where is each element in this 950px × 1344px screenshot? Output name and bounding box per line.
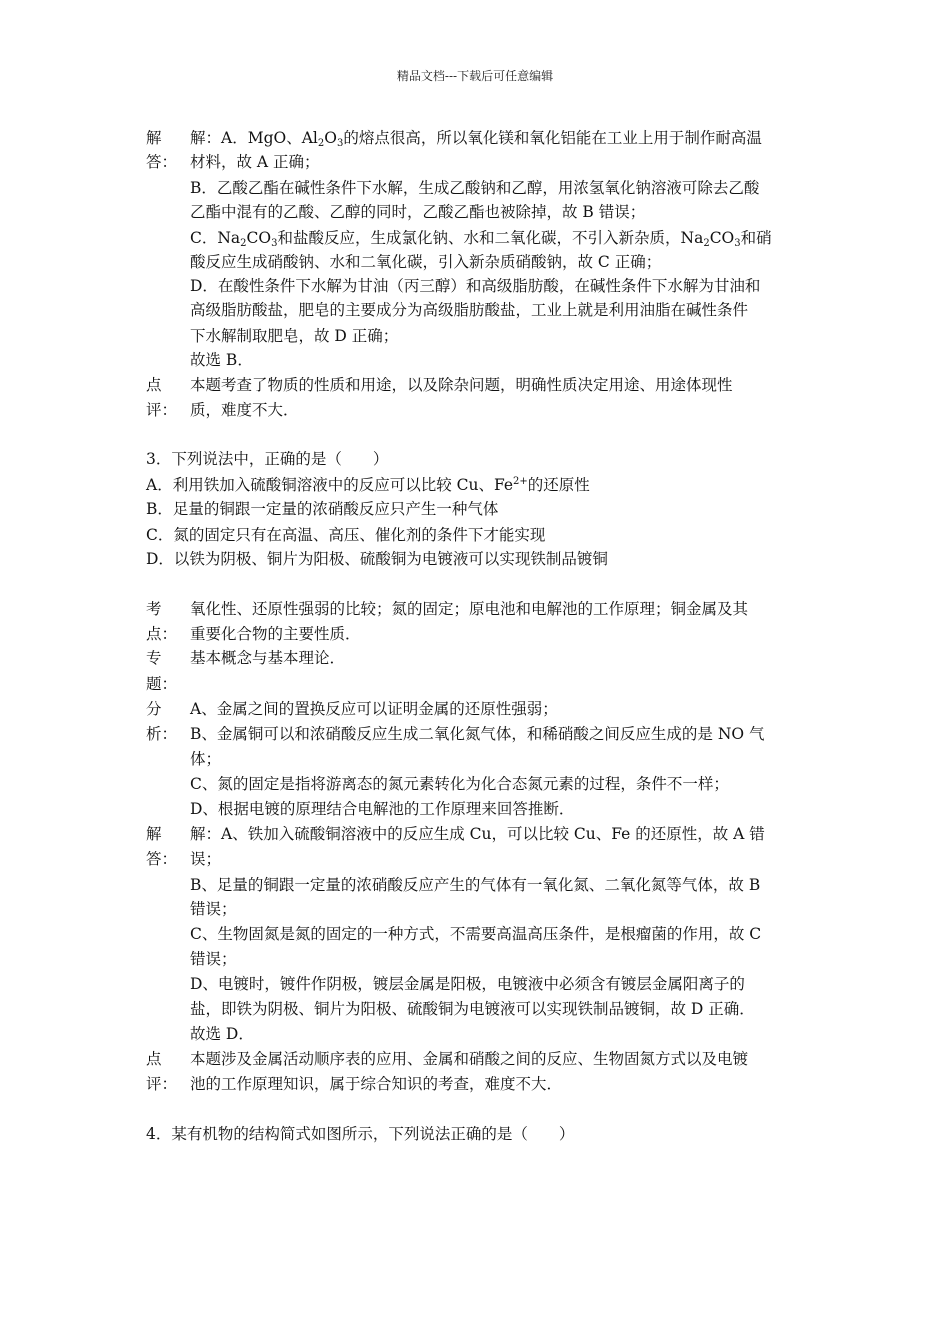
q2-solution-a-line-1: 解：A．MgO、$Al_2O_3$的熔点很高，所以氧化镁和氧化铝能在工业上用于制作耐高温 (190, 129, 762, 149)
q2-solution-d-line-1: D．在酸性条件下水解为甘油（丙三醇）和高级脂肪酸，在碱性条件下水解为甘油和 (190, 277, 761, 295)
q2-solution-c-line-2: 酸反应生成硝酸钠、水和二氧化碳，引入新杂质硝酸钠，故 C 正确； (190, 253, 662, 271)
q3-analysis-c: C、氮的固定是指将游离态的氮元素转化为化合态氮元素的过程，条件不一样； (190, 775, 729, 793)
q4-stem: 4．某有机物的结构简式如图所示，下列说法正确的是（ ） (146, 1125, 575, 1143)
q3-solution-d-line-2: 盐，即铁为阴极、铜片为阳极、硫酸铜为电镀液可以实现铁制品镀铜，故 D 正确． (190, 1000, 755, 1018)
q3-topic-label-2: 点： (146, 625, 178, 643)
q3-solution-label-2: 答： (146, 850, 178, 868)
q3-comment-label-1: 点 (146, 1050, 162, 1068)
q3-option-d: D．以铁为阴极、铜片为阳极、硫酸铜为电镀液可以实现铁制品镀铜 (146, 550, 608, 568)
q3-analysis-b-line-1: B、金属铜可以和浓硝酸反应生成二氧化氮气体，和稀硝酸之间反应生成的是 NO 气 (190, 725, 765, 743)
q2-solution-label-2: 答： (146, 153, 178, 171)
q3-analysis-a: A、金属之间的置换反应可以证明金属的还原性强弱； (190, 700, 558, 718)
q2-solution-label-1: 解 (146, 129, 162, 147)
q2-solution-c-line-1: C．$Na_2CO_3$和盐酸反应，生成氯化钠、水和二氧化碳，不引入新杂质，$Na_2CO_3$和硝 (190, 229, 772, 249)
q3-solution-choice: 故选 D． (190, 1025, 254, 1043)
q3-option-b: B．足量的铜跟一定量的浓硝酸反应只产生一种气体 (146, 500, 499, 518)
q3-analysis-label-1: 分 (146, 700, 162, 718)
q3-subject-line-1: 基本概念与基本理论． (190, 649, 346, 667)
q3-solution-b-line-1: B、足量的铜跟一定量的浓硝酸反应产生的气体有一氧化氮、二氧化氮等气体，故 B (190, 876, 761, 894)
q3-comment-label-2: 评： (146, 1075, 178, 1093)
q3-stem: 3．下列说法中，正确的是（ ） (146, 450, 389, 468)
q3-comment-line-2: 池的工作原理知识，属于综合知识的考查，难度不大． (190, 1075, 563, 1093)
q3-option-c: C．氮的固定只有在高温、高压、催化剂的条件下才能实现 (146, 526, 546, 544)
q2-comment-line-1: 本题考查了物质的性质和用途，以及除杂问题，明确性质决定用途、用途体现性 (190, 376, 733, 394)
q3-topic-line-1: 氧化性、还原性强弱的比较；氮的固定；原电池和电解池的工作原理；铜金属及其 (190, 600, 749, 618)
q2-solution-d-line-2: 高级脂肪酸盐，肥皂的主要成分为高级脂肪酸盐，工业上就是利用油脂在碱性条件 (190, 301, 749, 319)
q3-subject-label-2: 题： (146, 675, 178, 693)
q3-solution-c-line-1: C、生物固氮是氮的固定的一种方式，不需要高温高压条件，是根瘤菌的作用，故 C (190, 925, 762, 943)
q3-topic-line-2: 重要化合物的主要性质． (190, 625, 361, 643)
q2-comment-label-1: 点 (146, 376, 162, 394)
q2-solution-d-line-3: 下水解制取肥皂，故 D 正确； (190, 327, 399, 345)
q3-comment-line-1: 本题涉及金属活动顺序表的应用、金属和硝酸之间的反应、生物固氮方式以及电镀 (190, 1050, 749, 1068)
q3-subject-label-1: 专 (146, 649, 162, 667)
q3-analysis-b-line-2: 体； (190, 750, 222, 768)
q3-option-a: A．利用铁加入硫酸铜溶液中的反应可以比较 Cu、$Fe^{2+}$的还原性 (146, 476, 590, 494)
q2-comment-label-2: 评： (146, 401, 178, 419)
q3-analysis-d: D、根据电镀的原理结合电解池的工作原理来回答推断． (190, 800, 575, 818)
page-header: 精品文档---下载后可任意编辑 (396, 69, 554, 83)
q3-solution-label-1: 解 (146, 825, 162, 843)
q2-solution-b-line-1: B．乙酸乙酯在碱性条件下水解，生成乙酸钠和乙醇，用浓氢氧化钠溶液可除去乙酸 (190, 179, 760, 197)
q2-solution-a-line-2: 材料，故 A 正确； (190, 153, 320, 171)
q3-solution-a-line-2: 误； (190, 850, 222, 868)
q2-solution-choice: 故选 B． (190, 351, 253, 369)
q3-analysis-label-2: 析： (146, 725, 178, 743)
q3-solution-d-line-1: D、电镀时，镀件作阴极，镀层金属是阳极，电镀液中必须含有镀层金属阳离子的 (190, 975, 745, 993)
q2-solution-b-line-2: 乙酯中混有的乙酸、乙醇的同时，乙酸乙酯也被除掉，故 B 错误； (190, 203, 646, 221)
q2-comment-line-2: 质，难度不大． (190, 401, 299, 419)
q3-solution-a-line-1: 解：A、铁加入硫酸铜溶液中的反应生成 Cu，可以比较 Cu、Fe 的还原性，故 A 错 (190, 825, 765, 843)
q3-solution-c-line-2: 错误； (190, 950, 237, 968)
q3-topic-label-1: 考 (146, 600, 162, 618)
q3-solution-b-line-2: 错误； (190, 900, 237, 918)
